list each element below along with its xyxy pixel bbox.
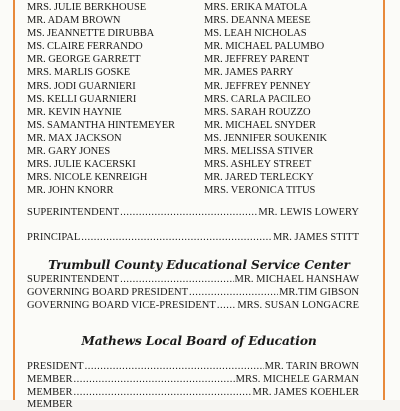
staff-name-left: MS. KELLI GUARNIERI: [27, 93, 137, 105]
staff-name-right: MRS. MELISSA STIVER: [204, 146, 314, 158]
esc-heading: Trumbull County Educational Service Center: [48, 258, 350, 272]
leader-dots: [189, 287, 278, 299]
staff-column-right: [204, 1, 327, 197]
staff-name-left: MRS. JULIE BERKHOUSE: [27, 2, 147, 13]
board-member-name: MR. JAMES KOEHLER: [252, 387, 359, 398]
board-president-label: PRESIDENT: [27, 361, 84, 372]
staff-name-left: MRS. NICOLE KENREIGH: [27, 172, 148, 184]
staff-name-left: MR. JOHN KNORR: [27, 185, 114, 197]
staff-name-right: MR. JEFFREY PENNEY: [204, 80, 311, 92]
staff-name-right: MR. JARED TERLECKY: [204, 172, 314, 184]
staff-name-left: MRS. MARLIS GOSKE: [27, 67, 131, 79]
staff-name-right: MRS. VERONICA TITUS: [204, 185, 316, 197]
leader-dots: [85, 361, 264, 373]
esc-president-name: MR.TIM GIBSON: [279, 287, 359, 298]
principal-row: [27, 232, 359, 244]
board-heading: Mathews Local Board of Education: [81, 334, 317, 348]
board-member-label: MEMBER: [27, 374, 73, 385]
staff-name-right: MRS. ERIKA MATOLA: [204, 2, 308, 13]
superintendent-label: SUPERINTENDENT: [27, 207, 120, 218]
superintendent-row: [27, 207, 359, 219]
board-member-name: MRS. MICHELE GARMAN: [235, 374, 359, 385]
staff-name-left: MS. CLAIRE FERRANDO: [27, 41, 143, 53]
leader-dots: [74, 374, 235, 386]
staff-name-right: MR. MICHAEL PALUMBO: [204, 41, 325, 53]
esc-vice-president-row: [27, 300, 359, 312]
staff-name-left: MS. SAMANTHA HINTEMEYER: [27, 119, 175, 131]
staff-name-right: MR. JAMES PARRY: [204, 67, 294, 79]
staff-name-right: MS. JENNIFER SOUKENIK: [204, 132, 328, 144]
board-member-row: [27, 399, 359, 411]
staff-name-right: MRS. DEANNA MEESE: [204, 15, 311, 27]
leader-dots: [217, 300, 237, 312]
staff-name-left: MR. ADAM BROWN: [27, 15, 121, 27]
esc-president-row: [27, 287, 359, 299]
esc-superintendent-name: MR. MICHAEL HANSHAW: [234, 274, 359, 285]
staff-name-right: MRS. CARLA PACILEO: [204, 93, 311, 105]
board-member-label: MEMBER: [27, 387, 73, 398]
superintendent-name: MR. LEWIS LOWERY: [258, 207, 359, 218]
staff-name-left: MR. GARY JONES: [27, 146, 111, 158]
leader-dots: [120, 274, 233, 286]
leader-dots: [120, 207, 257, 219]
board-member-label: MEMBER: [27, 399, 73, 410]
leader-dots: [74, 387, 252, 399]
staff-name-right: MR. JEFFREY PARENT: [204, 54, 310, 66]
staff-name-right: MRS. ASHLEY STREET: [204, 159, 312, 171]
staff-name-left: MR. GEORGE GARRETT: [27, 54, 141, 66]
staff-name-left: MR. MAX JACKSON: [27, 132, 122, 144]
esc-vice-president-label: GOVERNING BOARD VICE-PRESIDENT: [27, 300, 216, 311]
esc-superintendent-label: SUPERINTENDENT: [27, 274, 120, 285]
staff-name-right: MS. LEAH NICHOLAS: [204, 28, 307, 40]
board-president-row: [27, 361, 359, 373]
staff-name-left: MRS. JULIE KACERSKI: [27, 159, 136, 171]
board-member-row: [27, 374, 359, 386]
staff-name-left: MR. KEVIN HAYNIE: [27, 106, 122, 118]
principal-name: MR. JAMES STITT: [272, 232, 359, 243]
esc-president-label: GOVERNING BOARD PRESIDENT: [27, 287, 189, 298]
staff-name-left: MRS. JODI GUARNIERI: [27, 80, 136, 92]
staff-name-left: MS. JEANNETTE DIRUBBA: [27, 28, 155, 40]
esc-vice-president-name: MRS. SUSAN LONGACRE: [237, 300, 359, 311]
principal-label: PRINCIPAL: [27, 232, 81, 243]
staff-name-right: MRS. SARAH ROUZZO: [204, 106, 311, 118]
esc-superintendent-row: [27, 274, 359, 286]
leader-dots: [81, 232, 272, 244]
staff-column-left: [27, 1, 175, 197]
board-member-row: [27, 387, 359, 399]
staff-name-right: MR. MICHAEL SNYDER: [204, 119, 316, 131]
board-president-name: MR. TARIN BROWN: [264, 361, 359, 372]
